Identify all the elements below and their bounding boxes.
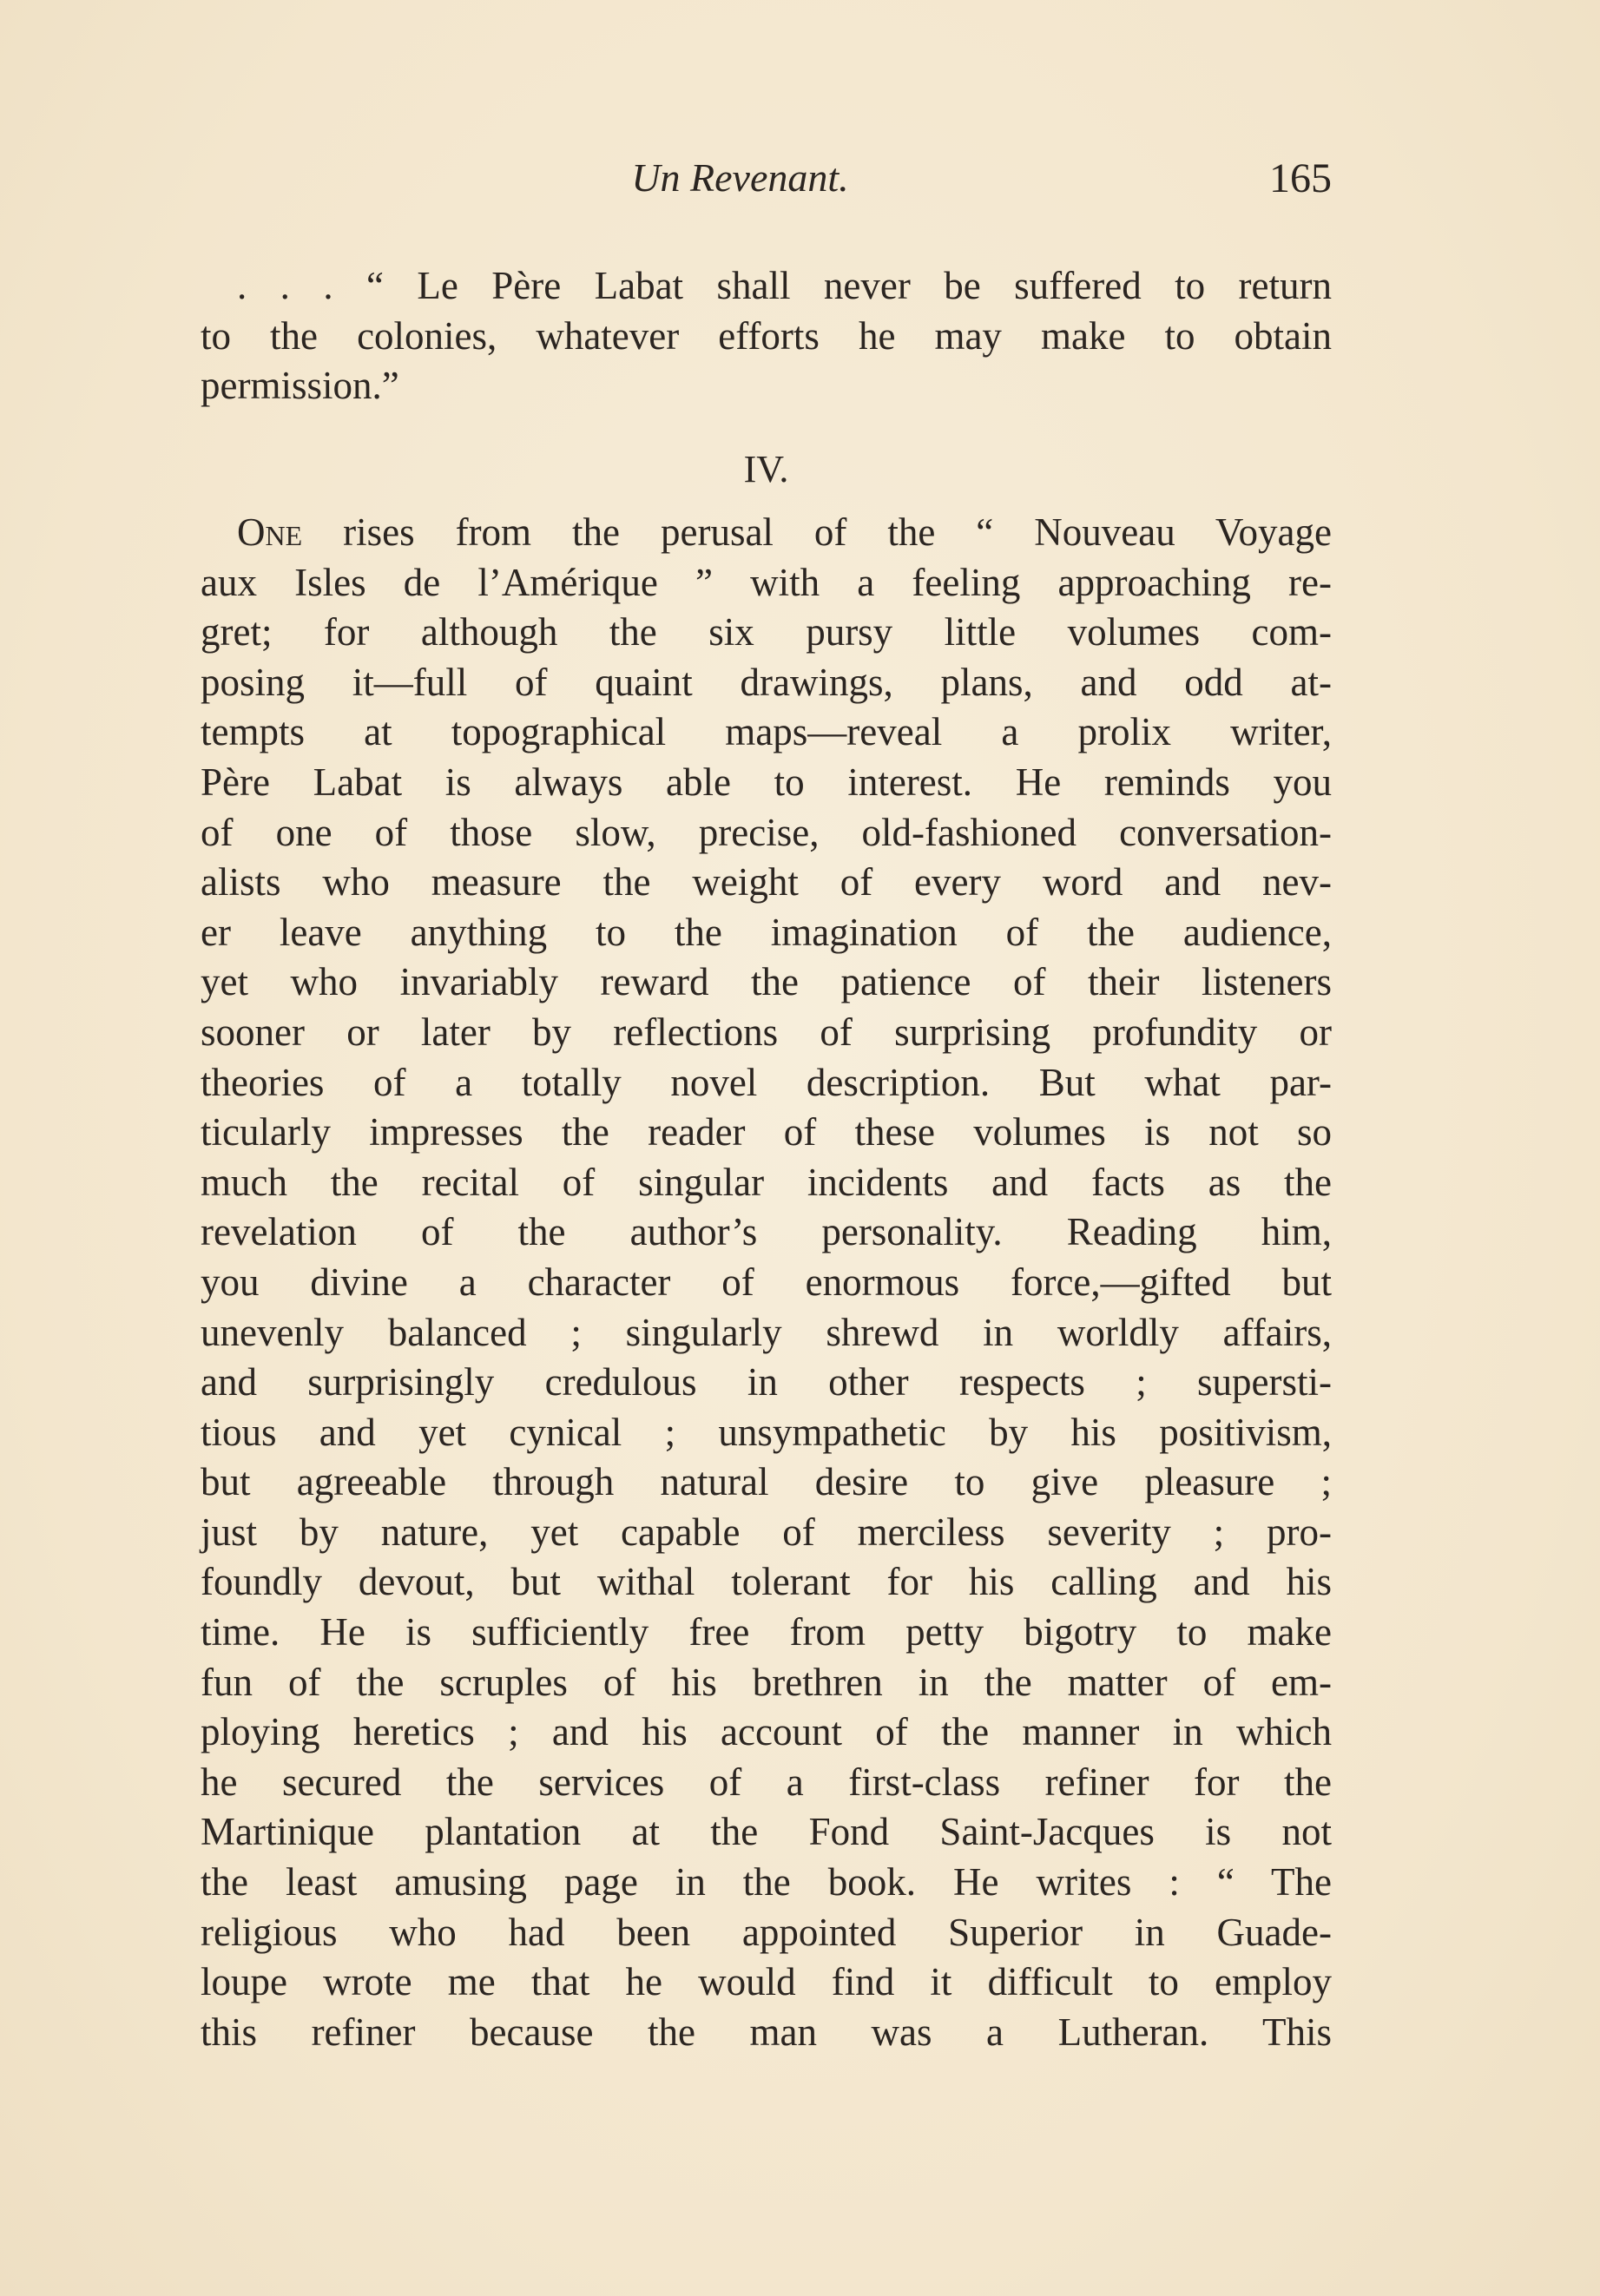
text-line — [201, 508, 1332, 558]
text-line: religious who had been appointed Superior in Guade- — [201, 1910, 1332, 1954]
text-line: theories of a totally novel description. But what par- — [201, 1060, 1332, 1104]
text-line: yet who invariably reward the patience of their listeners — [201, 960, 1332, 1004]
running-head-title: Un Revenant. — [631, 155, 849, 200]
text-line: gret; for although the six pursy little volumes com- — [201, 610, 1332, 655]
text-line: posing it—full of quaint drawings, plans, and odd at- — [201, 660, 1332, 704]
text-line: but agreeable through natural desire to give pleasure ; — [201, 1460, 1332, 1504]
text-line: fun of the scruples of his brethren in the matter of em- — [201, 1660, 1332, 1704]
text-line: ploying heretics ; and his account of the manner in which — [201, 1710, 1332, 1754]
section-heading: IV. — [743, 448, 789, 490]
text-line: tious and yet cynical ; unsympathetic by his positivism, — [201, 1410, 1332, 1454]
running-head — [201, 155, 1332, 215]
text-line: this refiner because the man was a Lutheran. This — [201, 2010, 1332, 2054]
first-word: One — [237, 510, 303, 554]
text-line: permission.” — [201, 364, 399, 408]
text-line: revelation of the author’s personality. Reading him, — [201, 1210, 1332, 1254]
text-line: . . . “ Le Père Labat shall never be suffered to return — [237, 264, 1332, 307]
text-line: alists who measure the weight of every word and nev- — [201, 860, 1332, 905]
text-line: er leave anything to the imagination of the audience, — [201, 910, 1332, 954]
text-line: the least amusing page in the book. He writes : “ The — [201, 1860, 1332, 1905]
quote-block — [201, 261, 1332, 411]
text-line: loupe wrote me that he would find it difficult to employ — [201, 1960, 1332, 2004]
text-line: Martinique plantation at the Fond Saint-Jacques is not — [201, 1810, 1332, 1854]
text-line: time. He is sufficiently free from petty bigotry to make — [201, 1610, 1332, 1655]
page-number: 165 — [1269, 155, 1332, 201]
first-line-text: rises from the perusal of the “ Nouveau Voyage — [302, 510, 1332, 554]
text-line: just by nature, yet capable of merciless severity ; pro- — [201, 1510, 1332, 1554]
text-line: much the recital of singular incidents and facts as the — [201, 1160, 1332, 1204]
text-line: to the colonies, whatever efforts he may make to obtain — [201, 313, 1332, 358]
text-line: foundly devout, but withal tolerant for his calling and his — [201, 1560, 1332, 1604]
paragraph — [201, 508, 1332, 2057]
text-line: unevenly balanced ; singularly shrewd in worldly affairs, — [201, 1310, 1332, 1354]
text-line: ticularly impresses the reader of these volumes is not so — [201, 1110, 1332, 1155]
text-line: and surprisingly credulous in other respects ; supersti- — [201, 1360, 1332, 1405]
text-line: Père Labat is always able to interest. He reminds you — [201, 760, 1332, 804]
text-line: he secured the services of a first-class refiner for the — [201, 1760, 1332, 1804]
text-line: you divine a character of enormous force,—gifted but — [201, 1260, 1332, 1304]
text-line: aux Isles de l’Amérique ” with a feeling approaching re- — [201, 560, 1332, 604]
text-line: tempts at topographical maps—reveal a prolix writer, — [201, 710, 1332, 754]
text-line: of one of those slow, precise, old-fashioned conversation- — [201, 810, 1332, 854]
text-line: sooner or later by reflections of surprising profundity or — [201, 1010, 1332, 1054]
